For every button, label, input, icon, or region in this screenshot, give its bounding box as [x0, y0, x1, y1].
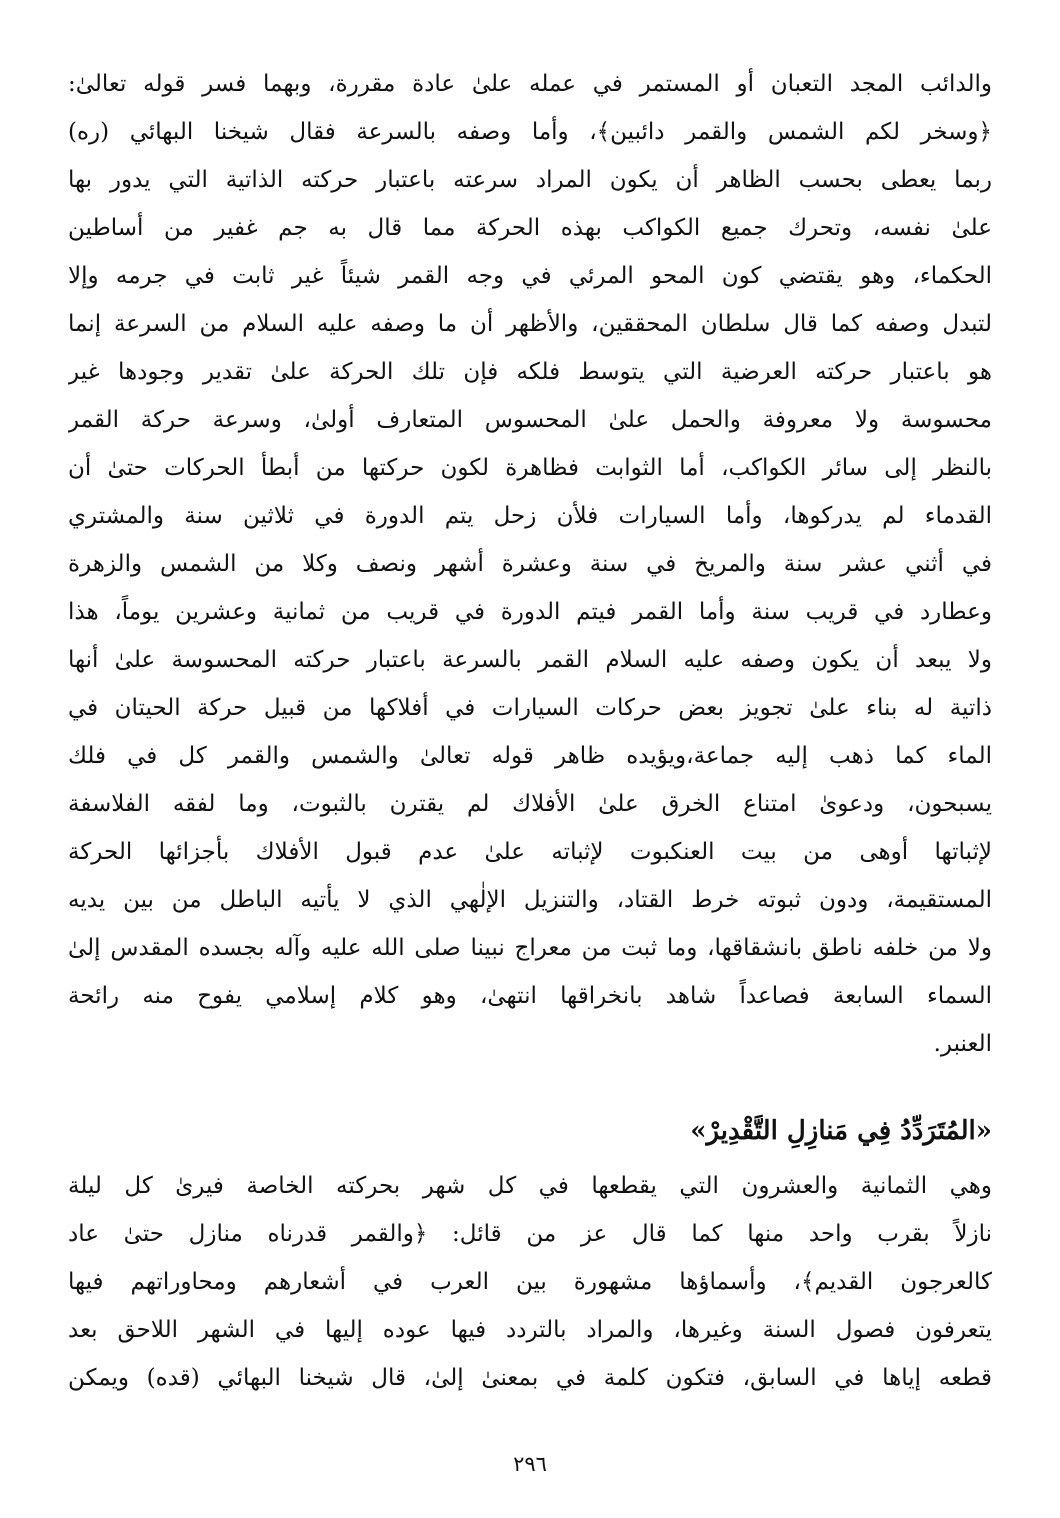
text-line: في أثني عشر سنة والمريخ في سنة وعشرة أشهر ونصف وكلا من الشمس والزهرة: [68, 551, 992, 577]
text-line: والدائب المجد التعبان أو المستمر في عمله علىٰ عادة مقررة، وبهما فسر قوله تعالىٰ:: [68, 71, 992, 97]
text-line: قطعه إياها في السابق، فتكون كلمة في بمعنىٰ إلىٰ، قال شيخنا البهائي (قده) ويمكن: [68, 1365, 992, 1391]
text-line: القدماء لم يدركوها، وأما السيارات فلأن زحل يتم الدورة في ثلاثين سنة والمشتري: [68, 503, 992, 529]
text-line: الحكماء، وهو يقتضي كون المحو المرئي في وجه القمر شيئاً غير ثابت في جرمه وإلا: [68, 263, 992, 289]
text-line: لإثباتها أوهى من بيت العنكبوت لإثباته علىٰ عدم قبول الأفلاك بأجزائها الحركة: [68, 839, 992, 865]
text-line: العنبر.: [933, 1031, 992, 1057]
text-line: ولا يبعد أن يكون وصفه عليه السلام القمر بالسرعة باعتبار حركته المحسوسة علىٰ أنها: [68, 647, 992, 673]
section-heading: «المُتَرَدِّدُ فِي مَنازِلِ التَّقْدِيرْ»: [690, 1116, 992, 1146]
text-line: هو باعتبار حركته العرضية التي يتوسط فلكه فإن تلك الحركة علىٰ تقدير وجودها غير: [68, 359, 992, 385]
text-line: وهي الثمانية والعشرون التي يقطعها في كل شهر بحركته الخاصة فيرىٰ كل ليلة: [68, 1173, 992, 1199]
text-line: بالنظر إلى سائر الكواكب، أما الثوابت فظاهرة لكون حركتها من أبطأ الحركات حتىٰ أن: [68, 455, 992, 481]
text-line: كالعرجون القديم﴾، وأسماؤها مشهورة بين العرب في أشعارهم ومحاوراتهم فيها: [68, 1269, 992, 1295]
text-line: ولا من خلفه ناطق بانشقاقها، وما ثبت من معراج نبينا صلى الله عليه وآله بجسده المقدس إلىٰ: [68, 935, 992, 961]
page-number: ٢٩٦: [513, 1452, 547, 1476]
text-line: ذاتية له بناء علىٰ تجويز بعض حركات السيارات في أفلاكها من قبيل حركة الحيتان في: [68, 695, 992, 721]
text-line: لتبدل وصفه كما قال سلطان المحققين، والأظهر أن ما وصفه عليه السلام من السرعة إنما: [68, 311, 992, 337]
text-line: وعطارد في قريب سنة وأما القمر فيتم الدورة في قريب من ثمانية وعشرين يوماً، هذا: [68, 599, 992, 625]
text-line: نازلاً بقرب واحد منها كما قال عز من قائل: ﴿والقمر قدرناه منازل حتىٰ عاد: [68, 1221, 992, 1247]
text-line: محسوسة ولا معروفة والحمل علىٰ المحسوس المتعارف أولىٰ، وسرعة حركة القمر: [68, 407, 992, 433]
text-line: ﴿وسخر لكم الشمس والقمر دائبين﴾، وأما وصفه بالسرعة فقال شيخنا البهائي (ره): [68, 119, 992, 145]
text-line: يسبحون، ودعوىٰ امتناع الخرق علىٰ الأفلاك لم يقترن بالثبوت، وما لفقه الفلاسفة: [68, 791, 992, 817]
text-line: يتعرفون فصول السنة وغيرها، والمراد بالتردد فيها عوده إليها في الشهر اللاحق بعد: [68, 1317, 992, 1343]
text-line: الماء كما ذهب إليه جماعة،ويؤيده ظاهر قوله تعالىٰ والشمس والقمر كل في فلك: [68, 743, 992, 769]
text-line: علىٰ نفسه، وتحرك جميع الكواكب بهذه الحركة مما قال به جم غفير من أساطين: [68, 215, 992, 241]
text-line: ربما يعطى بحسب الظاهر أن يكون المراد سرعته باعتبار حركته الذاتية التي يدور بها: [68, 167, 992, 193]
text-line: المستقيمة، ودون ثبوته خرط القتاد، والتنزيل الإلٰهي الذي لا يأتيه الباطل من بين يديه: [68, 887, 992, 913]
text-line: السماء السابعة فصاعداً شاهد بانخراقها انتهىٰ، وهو كلام إسلامي يفوح منه رائحة: [68, 983, 992, 1009]
